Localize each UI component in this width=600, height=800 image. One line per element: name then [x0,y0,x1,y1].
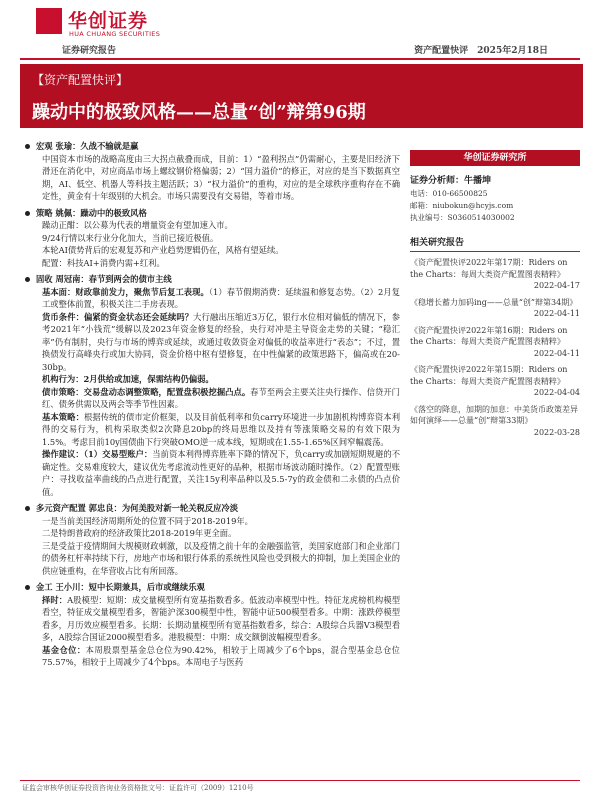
report-date: 资产配置快评 2025年2月18日 [414,46,548,56]
bullet-icon [25,144,30,149]
footer-note: 证监会审核华创证券投资咨询业务资格批文号：证监许可（2009）1210号 [22,784,254,792]
section-heading [22,273,400,286]
related-report-title[interactable]: 《稳增长蓄力加码ing——总量“创”辩第34期》 [410,297,578,307]
title-banner [20,64,583,128]
paragraph [22,527,400,540]
section-heading [22,581,400,594]
paragraph [22,386,400,411]
paragraph [22,257,400,270]
paragraph [22,411,400,449]
section-heading-text: 多元资产配置 郭忠良：为何美股对新一轮关税反应冷淡 [36,503,239,513]
paragraph-text: 二是特朗普政府的经济政策比2018-2019年更全面。 [42,528,237,538]
report-body [22,140,400,669]
paragraph-label: 债市策略：交易盘动态调整策略，配置盘积极挖掘凸点。 [42,386,251,397]
paragraph-text: 大行融出压缩近3万亿，银行水位相对偏低的情况下，参考2021年“小钱荒”缓解以及2023年资金修复的经验，央行对冲是主导资金走势的关键；“稳汇率”仍有制肘，央行与市场的博弈或延续，或通过收敛资金对偏低的收益率进行“表态”；不过，置换债发行高峰央行或加大协同，资金价格中枢有望修复，在中性偏紧的政策思路下，偏高或在20-30bp。 [42,311,400,372]
section-heading-text: 固收 周冠南：春节到两会的债市主线 [36,274,172,284]
paragraph-text: 春节至两会主要关注央行操作、信贷开门红、债务供需以及两会等季节性因素。 [42,386,400,409]
related-report-date: 2022-04-11 [533,348,580,358]
bullet-icon [25,506,30,511]
paragraph-label: 操作建议：（1）交易型账户： [42,449,153,459]
paragraph [22,540,400,578]
section-heading [22,140,400,153]
paragraph [22,311,400,374]
paragraph-text: （1）春节假期消费：延续温和修复态势。（2）2月复工或整体前置，积极关注二手房表现。 [42,286,400,309]
analyst-name: 证券分析师：牛播坤 [410,176,492,186]
section-heading [22,207,400,220]
paragraph-text: 本轮AI债势背后的宏观复苏和产业趋势逻辑仍在，风格有望延续。 [42,245,284,255]
paragraph-text: 一是当前美国经济周期所处的位置不同于2018-2019年。 [42,515,253,526]
analyst-contact [410,188,580,224]
analyst-license: 执业编号：S0360514030002 [410,212,515,222]
paragraph-label: 基本策略： [42,411,84,422]
related-report-title[interactable]: 《资产配置快评2022年第15期：Riders on the Charts：每周大类资产配置图表精粹》 [410,365,568,386]
section-heading-text: 宏观 张瑜：久战不输就是赢 [36,141,139,151]
paragraph-text: A股模型：短期：成交量模型所有宽基指数看多。低波动率模型中性。特征龙虎榜机构模型看空，特征成交量模型看多，智能沪深300模型中性，智能中证500模型看多。中期：涨跌停模型看多，月历效应模型看多。长期：长期动量模型所有宽基指数看多，综合：A股综合兵器V3模型看多，A股综合国证2000模型看多。港股模型：中期：成交额倒波幅模型看多。 [42,594,400,642]
report-type: 证券研究报告 [62,46,117,56]
paragraph [22,244,400,257]
paragraph [22,515,400,528]
related-report-title[interactable]: 《资产配置快评2022年第17期：Riders on the Charts：每周大类资产配置图表精粹》 [410,258,568,279]
related-report-title[interactable]: 《资产配置快评2022年第16期：Riders on the Charts：每周大类资产配置图表精粹》 [410,325,568,346]
company-logo [36,6,196,40]
paragraph [22,644,400,669]
bullet-icon [25,585,30,590]
related-reports-list [410,257,580,438]
paragraph-label: 基金仓位： [42,644,86,655]
paragraph-text: 9/24行情以来行业分化加大，当前已接近极值。 [42,232,219,243]
sidebar [410,150,580,438]
related-report-date: 2022-04-11 [533,309,580,318]
section-heading-text: 策略 姚佩：躁动中的极致风格 [36,207,147,218]
paragraph-label: 机构行为：2月供给或加速，保需结构仍偏弱。 [42,374,214,384]
header-divider [20,58,580,60]
bullet-icon [25,211,30,216]
logo-en-text: HUA CHUANG SECURITIES [69,30,161,38]
analyst-phone: 电话：010-66500825 [410,188,488,198]
section-heading [22,502,400,515]
paragraph [22,594,400,644]
paragraph-label: 货币条件：偏紧的资金状态还会延续吗？ [42,311,194,322]
paragraph-text: 中国资本市场的战略高度由三大拐点截叠而成，目前：1）“盈利拐点”仍需耐心，主要是旧经济下滑还在消化中，对应商品市场上螺纹钢价格偏弱；2）“国力溢价”的修正，对应的是当下数据真空期，AI、低空、机器人等科技主题活跃；3）“权力溢价”的重构，对应的是全球秩序重构存在不确定性，黄金有十年级别的大机会。市场只需要没有交易错，等着市场。 [42,153,400,201]
paragraph [22,373,400,386]
institute-label: 华创证券研究所 [410,150,580,166]
logo-mark-icon [36,8,62,34]
paragraph-text: 躁动正酣：以公募为代表的增量资金有望加速入市。 [42,220,233,230]
paragraph [22,286,400,311]
analyst-email[interactable]: 邮箱：niubokun@hcyjs.com [410,200,514,210]
logo-cn-text: 华创证券 [68,10,149,32]
related-reports-heading: 相关研究报告 [410,238,580,253]
banner-tag: 【资产配置快评】 [32,73,129,87]
section-heading-text: 金工 王小川：短中长期兼具，后市或继续乐观 [36,582,205,592]
paragraph-text: 配置：科技AI+消费内需+红利。 [42,257,165,268]
paragraph [22,448,400,498]
paragraph-text: 三是受益于疫情期间大规模财政刺激，以及疫情之前十年的金融强监管，美国家庭部门和企业部门的债务杠杆率持续下行，房地产市场和银行体系的系统性风险也受到极大的抑制，加上美国企业的供应链重构，在华营收占比有所回落。 [42,540,400,576]
paragraph [22,153,400,203]
paragraph-label: 择时： [42,594,68,605]
related-report-date: 2022-03-28 [533,427,580,437]
related-report-title[interactable]: 《落空的降息，加期的加息：中美货币政策差异如何演绎——总量“创”辩第33期》 [410,404,578,425]
paragraph [22,219,400,232]
paragraph-text: 当前资本利得博弈胜率下降的情况下，负carry或加剧短期规避的不确定性。交易难度较大，建议优先考虑流动性更好的品种，根据市场波动随时操作。（2）配置型账户：寻找收益率曲线的凸点进行配置，关注15y利率品种以及5.5-7y的政金债和二永债的凸点价值。 [42,449,400,497]
footer-divider [20,780,580,781]
paragraph-label: 基本面：财政靠前发力，聚焦节后复工表现。 [42,286,209,297]
paragraph-text: 根据传统的债市定价框架，以及目前低利率和负carry环境进一步加剧机构博弈资本利得的交易行为，机构采取类似2次降息20bp的终局思维以及持有等涨策略交易的有效下限为1.5%。考虑目前10y国债曲下行突破OMO逆一成本线，短期或在1.55-1.65%区间窄幅震荡。 [42,411,400,447]
bullet-icon [25,277,30,282]
related-report-date: 2022-04-04 [533,388,580,397]
related-report-date: 2022-04-17 [533,281,580,290]
paragraph-text: 本周股票型基金总仓位为90.42%，相较于上周减少了6个bps，混合型基金总仓位75.57%，相较于上周减少了4个bps。本周电子与医药 [42,644,400,667]
page-title: 躁动中的极致风格——总量“创”辩第96期 [32,102,366,123]
paragraph [22,232,400,245]
